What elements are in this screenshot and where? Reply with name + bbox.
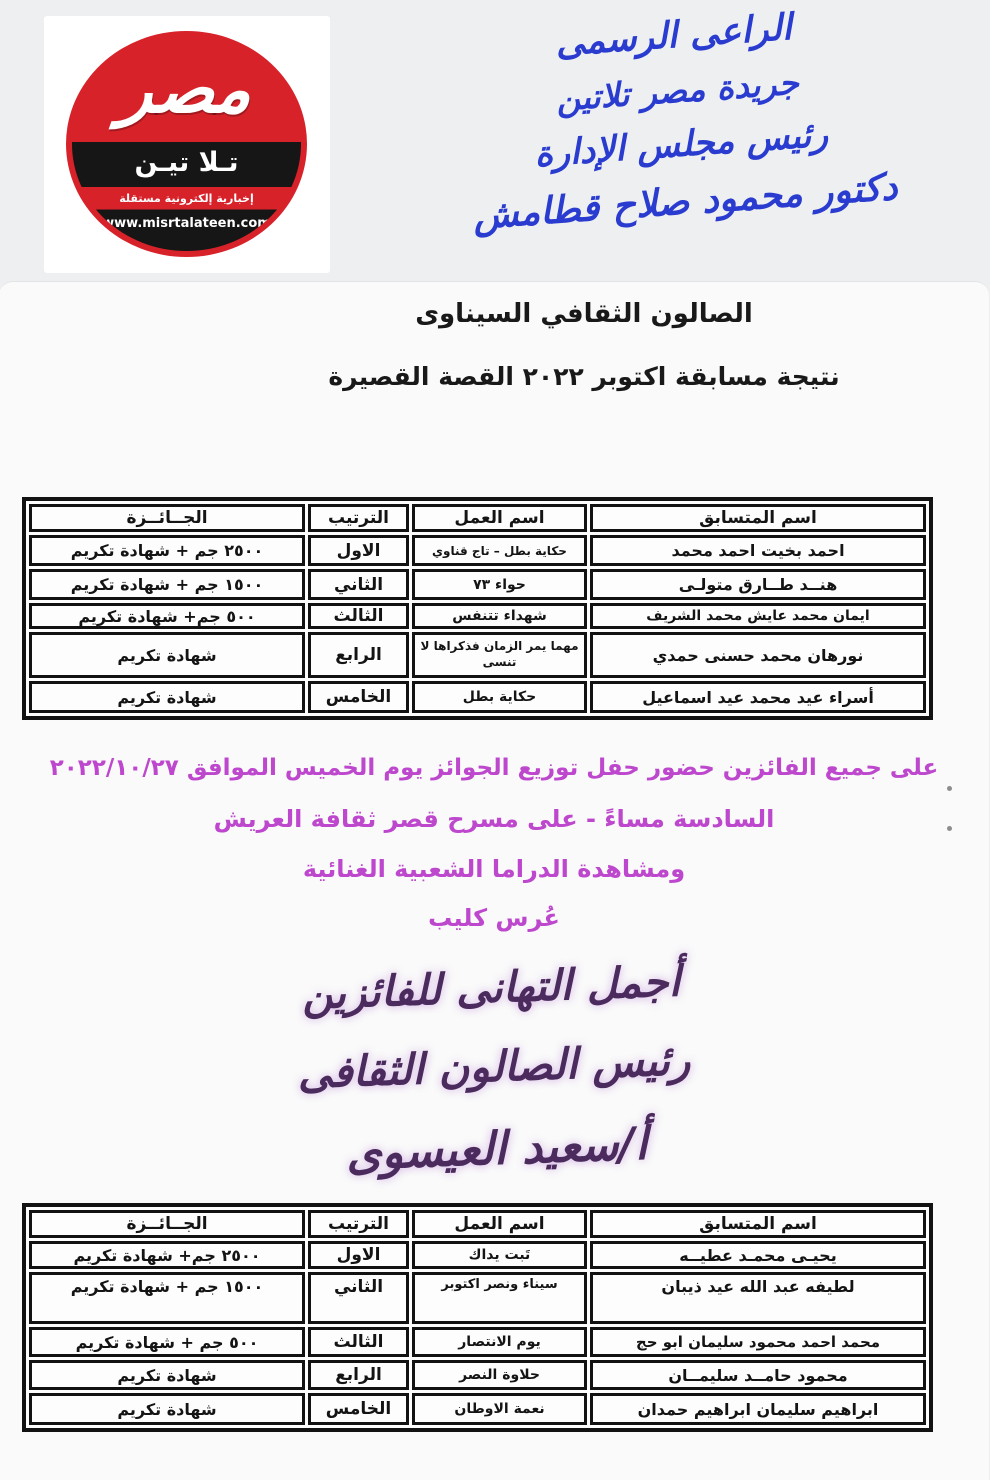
- rank-cell: الاول: [309, 535, 410, 566]
- sponsor-line: دكتور محمود صلاح قطامش: [472, 165, 900, 238]
- column-header-rank: الترتيب: [309, 1210, 410, 1238]
- sponsor-line: الراعى الرسمى: [555, 7, 795, 65]
- rank-cell: الخامس: [309, 681, 410, 713]
- logo-title-talateen: تـلا تيـن: [135, 147, 240, 178]
- contestant-name: لطيفه عبد الله عيد ذيبان: [591, 1272, 927, 1324]
- logo-website-url: www.misrtalateen.com: [103, 216, 272, 231]
- prize-cell: شهادة تكريم: [30, 681, 306, 713]
- work-title: تَبت يداك: [413, 1241, 588, 1269]
- contestant-name: ايمان محمد عايش محمد الشريف: [591, 603, 927, 629]
- table-row: [30, 1360, 927, 1390]
- notice-line: على جميع الفائزين حضور حفل توزيع الجوائز يوم الخميس الموافق ٢٠٢٢/١٠/٢٧: [50, 755, 940, 781]
- contestant-name: يحيـى محمـد عطيــه: [591, 1241, 927, 1269]
- rank-cell: الرابع: [309, 632, 410, 678]
- logo-tagline: إخبارية إلكترونية مستقلة: [120, 192, 255, 205]
- scan-dot: [948, 786, 953, 791]
- rank-cell: الثاني: [309, 1272, 410, 1324]
- handwritten-signature: [0, 931, 990, 1209]
- ceremony-notice: [0, 742, 990, 942]
- page-title: الصالون الثقافي السيناوى: [416, 299, 754, 329]
- misr-talateen-logo: [67, 31, 308, 257]
- prize-cell: ١٥٠٠ جم + شهادة تكريم: [30, 569, 306, 600]
- contestant-name: أسراء عيد محمد عيد اسماعيل: [591, 681, 927, 713]
- work-title: نعمة الاوطان: [413, 1393, 588, 1425]
- heading: [180, 296, 990, 394]
- signature-line: رئيس الصالون الثقافى: [297, 1035, 692, 1098]
- rank-cell: الثاني: [309, 569, 410, 600]
- column-header-work: اسم العمل: [413, 1210, 588, 1238]
- prize-cell: ٢٥٠٠ جم + شهادة تكريم: [30, 535, 306, 566]
- work-title: حكاية بطل – تاج قناوي: [413, 535, 588, 566]
- table-row: [30, 603, 927, 629]
- rank-cell: الاول: [309, 1241, 410, 1269]
- logo-title-misr: مصر: [117, 50, 258, 128]
- notice-line: عُرس كليب: [429, 904, 561, 932]
- sponsor-line: جريدة مصر تلاتين: [555, 62, 802, 119]
- rank-cell: الخامس: [309, 1393, 410, 1425]
- table-row: [30, 535, 927, 566]
- table-row: [30, 1272, 927, 1324]
- column-header-work: اسم العمل: [413, 504, 588, 532]
- notice-line: السادسة مساءً - على مسرح قصر ثقافة العريش: [214, 805, 776, 833]
- contestant-name: نورهان محمد حسنى حمدي: [591, 632, 927, 678]
- prize-cell: ٢٥٠٠ جم+ شهادة تكريم: [30, 1241, 306, 1269]
- prize-cell: ٥٠٠ جم+ شهادة تكريم: [30, 603, 306, 629]
- work-title: يوم الانتصار: [413, 1327, 588, 1357]
- page-subtitle: نتيجة مسابقة اكتوبر ٢٠٢٢ القصة القصيرة: [329, 362, 841, 391]
- work-title: حكاية بطل: [413, 681, 588, 713]
- rank-cell: الثالث: [309, 1327, 410, 1357]
- results-table-1: [23, 497, 934, 720]
- contestant-name: محمد احمد محمود سليمان ابو حج: [591, 1327, 927, 1357]
- header-area: [0, 0, 990, 281]
- signature-line: أ/سعيد العيسوى: [346, 1116, 650, 1181]
- results-table-2: [23, 1203, 934, 1432]
- prize-cell: ٥٠٠ جم + شهادة تكريم: [30, 1327, 306, 1357]
- column-header-rank: الترتيب: [309, 504, 410, 532]
- sponsor-note: [386, 0, 975, 251]
- prize-cell: ١٥٠٠ جم + شهادة تكريم: [30, 1272, 306, 1324]
- rank-cell: الثالث: [309, 603, 410, 629]
- table-row: [30, 1241, 927, 1269]
- table-row: [30, 1393, 927, 1425]
- table-row: [30, 632, 927, 678]
- prize-cell: شهادة تكريم: [30, 1393, 306, 1425]
- work-title: حلاوة النصر: [413, 1360, 588, 1390]
- notice-line: ومشاهدة الدراما الشعبية الغنائية: [303, 855, 687, 883]
- contestant-name: احمد بخيت احمد محمد: [591, 535, 927, 566]
- table-row: [30, 681, 927, 713]
- table-header-row: [30, 504, 927, 532]
- contestant-name: هنــد طــارق متولـى: [591, 569, 927, 600]
- prize-cell: شهادة تكريم: [30, 1360, 306, 1390]
- column-header-prize: الجــائــزة: [30, 504, 306, 532]
- work-title: شهداء تتنفس: [413, 603, 588, 629]
- rank-cell: الرابع: [309, 1360, 410, 1390]
- signature-line: أجمل التهانى للفائزين: [302, 956, 682, 1019]
- work-title: مهما يمر الزمان فذكراها لا تنسى: [413, 632, 588, 678]
- column-header-contestant: اسم المتسابق: [591, 1210, 927, 1238]
- contestant-name: ابراهيم سليمان ابراهيم حمدان: [591, 1393, 927, 1425]
- sponsor-line: رئيس مجلس الإدارة: [534, 114, 831, 176]
- table-row: [30, 1327, 927, 1357]
- work-title: سيناء ونصر اكتوبر: [413, 1272, 588, 1324]
- column-header-contestant: اسم المتسابق: [591, 504, 927, 532]
- table-row: [30, 569, 927, 600]
- column-header-prize: الجــائــزة: [30, 1210, 306, 1238]
- work-title: حواء ٧٣: [413, 569, 588, 600]
- contestant-name: محمود حامــد سليمــان: [591, 1360, 927, 1390]
- scan-dot: [948, 826, 953, 831]
- logo-card: [45, 16, 331, 273]
- table-header-row: [30, 1210, 927, 1238]
- prize-cell: شهادة تكريم: [30, 632, 306, 678]
